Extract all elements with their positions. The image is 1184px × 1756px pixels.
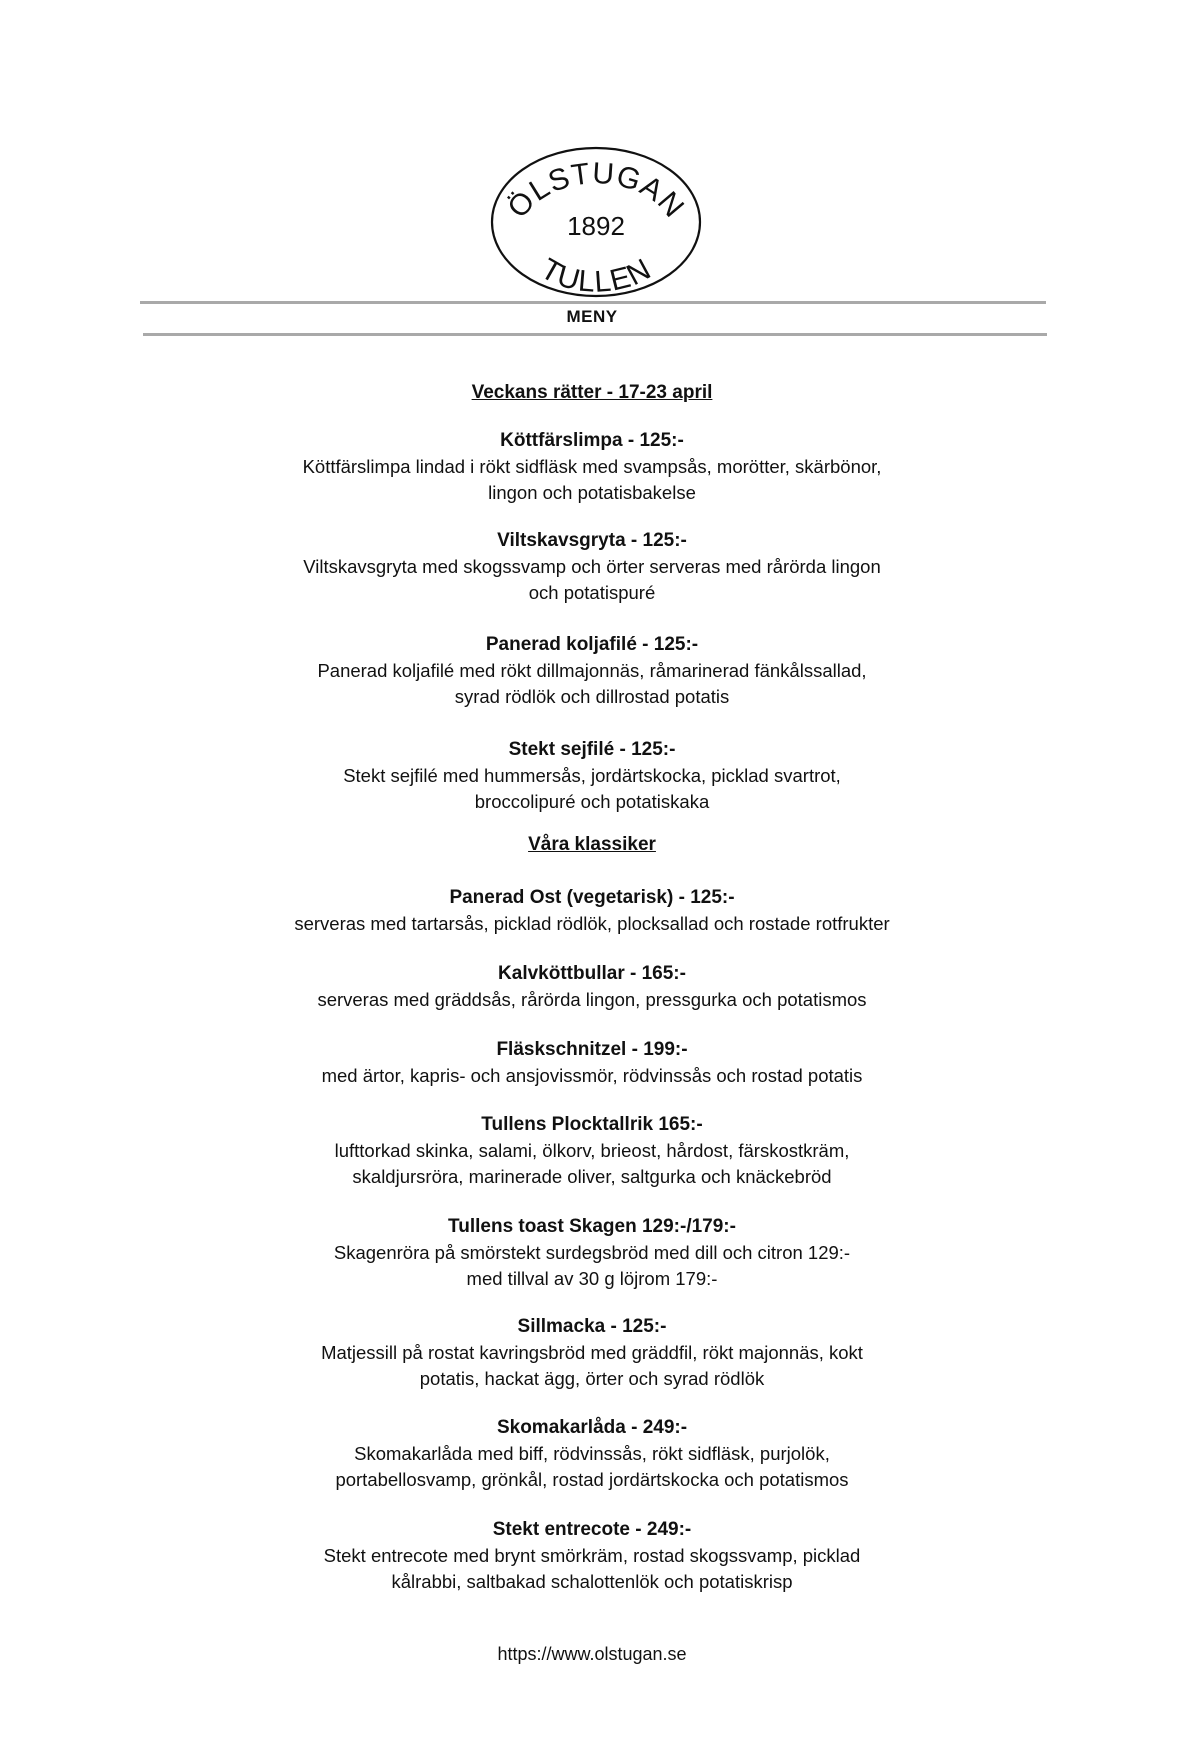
weekly-section — [0, 380, 1184, 406]
svg-text:TULLEN — [535, 252, 657, 299]
dish-koettfaerslimpa — [0, 428, 1184, 506]
dish-description-line: kålrabbi, saltbakad schalottenlök och potatiskrisp — [391, 1571, 793, 1592]
dish-name: Kalvköttbullar - 165:- — [498, 963, 686, 984]
dish-description-line: syrad rödlök och dillrostad potatis — [454, 686, 730, 707]
dish-description-line: portabellosvamp, grönkål, rostad jordärtskocka och potatismos — [335, 1469, 849, 1490]
dish-name: Fläskschnitzel - 199:- — [496, 1039, 688, 1060]
dish-description-line: lufttorkad skinka, salami, ölkorv, brieost, hårdost, färskostkräm, — [334, 1140, 850, 1161]
dish-name: Stekt sejfilé - 125:- — [508, 739, 676, 760]
dish-description-line: och potatispuré — [528, 582, 656, 603]
dish-name: Viltskavsgryta - 125:- — [497, 530, 687, 551]
dish-description-line: skaldjursröra, marinerade oliver, saltgurka och knäckebröd — [352, 1166, 832, 1187]
dish-name: Tullens Plocktallrik 165:- — [481, 1114, 703, 1135]
logo-year: 1892 — [567, 211, 625, 241]
olstugan-logo — [486, 142, 706, 302]
dish-kalvkoettbullar — [0, 961, 1184, 1013]
dish-description-line: serveras med gräddsås, rårörda lingon, pressgurka och potatismos — [317, 989, 867, 1010]
dish-name: Panerad koljafilé - 125:- — [485, 634, 699, 655]
dish-stekt-sejfile — [0, 737, 1184, 815]
footer-website-url: https://www.olstugan.se — [497, 1644, 687, 1664]
dish-name: Köttfärslimpa - 125:- — [500, 430, 684, 451]
dish-name: Panerad Ost (vegetarisk) - 125:- — [449, 887, 735, 908]
dish-skomakarlada — [0, 1415, 1184, 1493]
dish-panerad-ost — [0, 885, 1184, 937]
dish-name: Sillmacka - 125:- — [517, 1316, 667, 1337]
dish-toast-skagen — [0, 1214, 1184, 1292]
logo-arc-top-text: ÖLSTUGAN — [501, 156, 691, 225]
logo-emblem — [486, 142, 706, 302]
dish-description-line: Panerad koljafilé med rökt dillmajonnäs, råmarinerad fänkålssallad, — [317, 660, 867, 681]
classics-heading: Våra klassiker — [528, 834, 656, 855]
dish-description-line: Stekt sejfilé med hummersås, jordärtskocka, picklad svartrot, — [343, 765, 841, 786]
dish-description-line: Skomakarlåda med biff, rödvinssås, rökt sidfläsk, purjolök, — [354, 1443, 830, 1464]
classics-section — [0, 832, 1184, 858]
dish-description-line: med ärtor, kapris- och ansjovissmör, rödvinssås och rostad potatis — [321, 1065, 863, 1086]
dish-plocktallrik — [0, 1112, 1184, 1190]
dish-viltskavsgryta — [0, 528, 1184, 606]
dish-name: Skomakarlåda - 249:- — [496, 1417, 688, 1438]
dish-description-line: Stekt entrecote med brynt smörkräm, rostad skogssvamp, picklad — [323, 1545, 861, 1566]
header-divider-bottom — [143, 333, 1047, 336]
header-divider-top — [140, 301, 1046, 304]
dish-description-line: Matjessill på rostat kavringsbröd med gräddfil, rökt majonnäs, kokt — [321, 1342, 863, 1363]
dish-name: Tullens toast Skagen 129:-/179:- — [448, 1216, 736, 1237]
dish-description-line: med tillval av 30 g löjrom 179:- — [466, 1268, 718, 1289]
dish-description-line: lingon och potatisbakelse — [488, 482, 696, 503]
dish-flaeskschnitzel — [0, 1037, 1184, 1089]
dish-description-line: broccolipuré och potatiskaka — [474, 791, 710, 812]
dish-description-line: potatis, hackat ägg, örter och syrad rödlök — [419, 1368, 765, 1389]
logo-arc-bottom-text: TULLEN — [535, 252, 657, 299]
dish-sillmacka — [0, 1314, 1184, 1392]
dish-description-line: serveras med tartarsås, picklad rödlök, plocksallad och rostade rotfrukter — [294, 913, 890, 934]
dish-name: Stekt entrecote - 249:- — [492, 1519, 692, 1540]
menu-title: MENY — [566, 307, 618, 326]
dish-description-line: Köttfärslimpa lindad i rökt sidfläsk med svampsås, morötter, skärbönor, — [302, 456, 882, 477]
dish-description-line: Skagenröra på smörstekt surdegsbröd med dill och citron 129:- — [333, 1242, 851, 1263]
dish-description-line: Viltskavsgryta med skogssvamp och örter serveras med rårörda lingon — [303, 556, 881, 577]
weekly-heading: Veckans rätter - 17-23 april — [471, 382, 713, 403]
dish-panerad-koljafile — [0, 632, 1184, 710]
dish-stekt-entrecote — [0, 1517, 1184, 1595]
